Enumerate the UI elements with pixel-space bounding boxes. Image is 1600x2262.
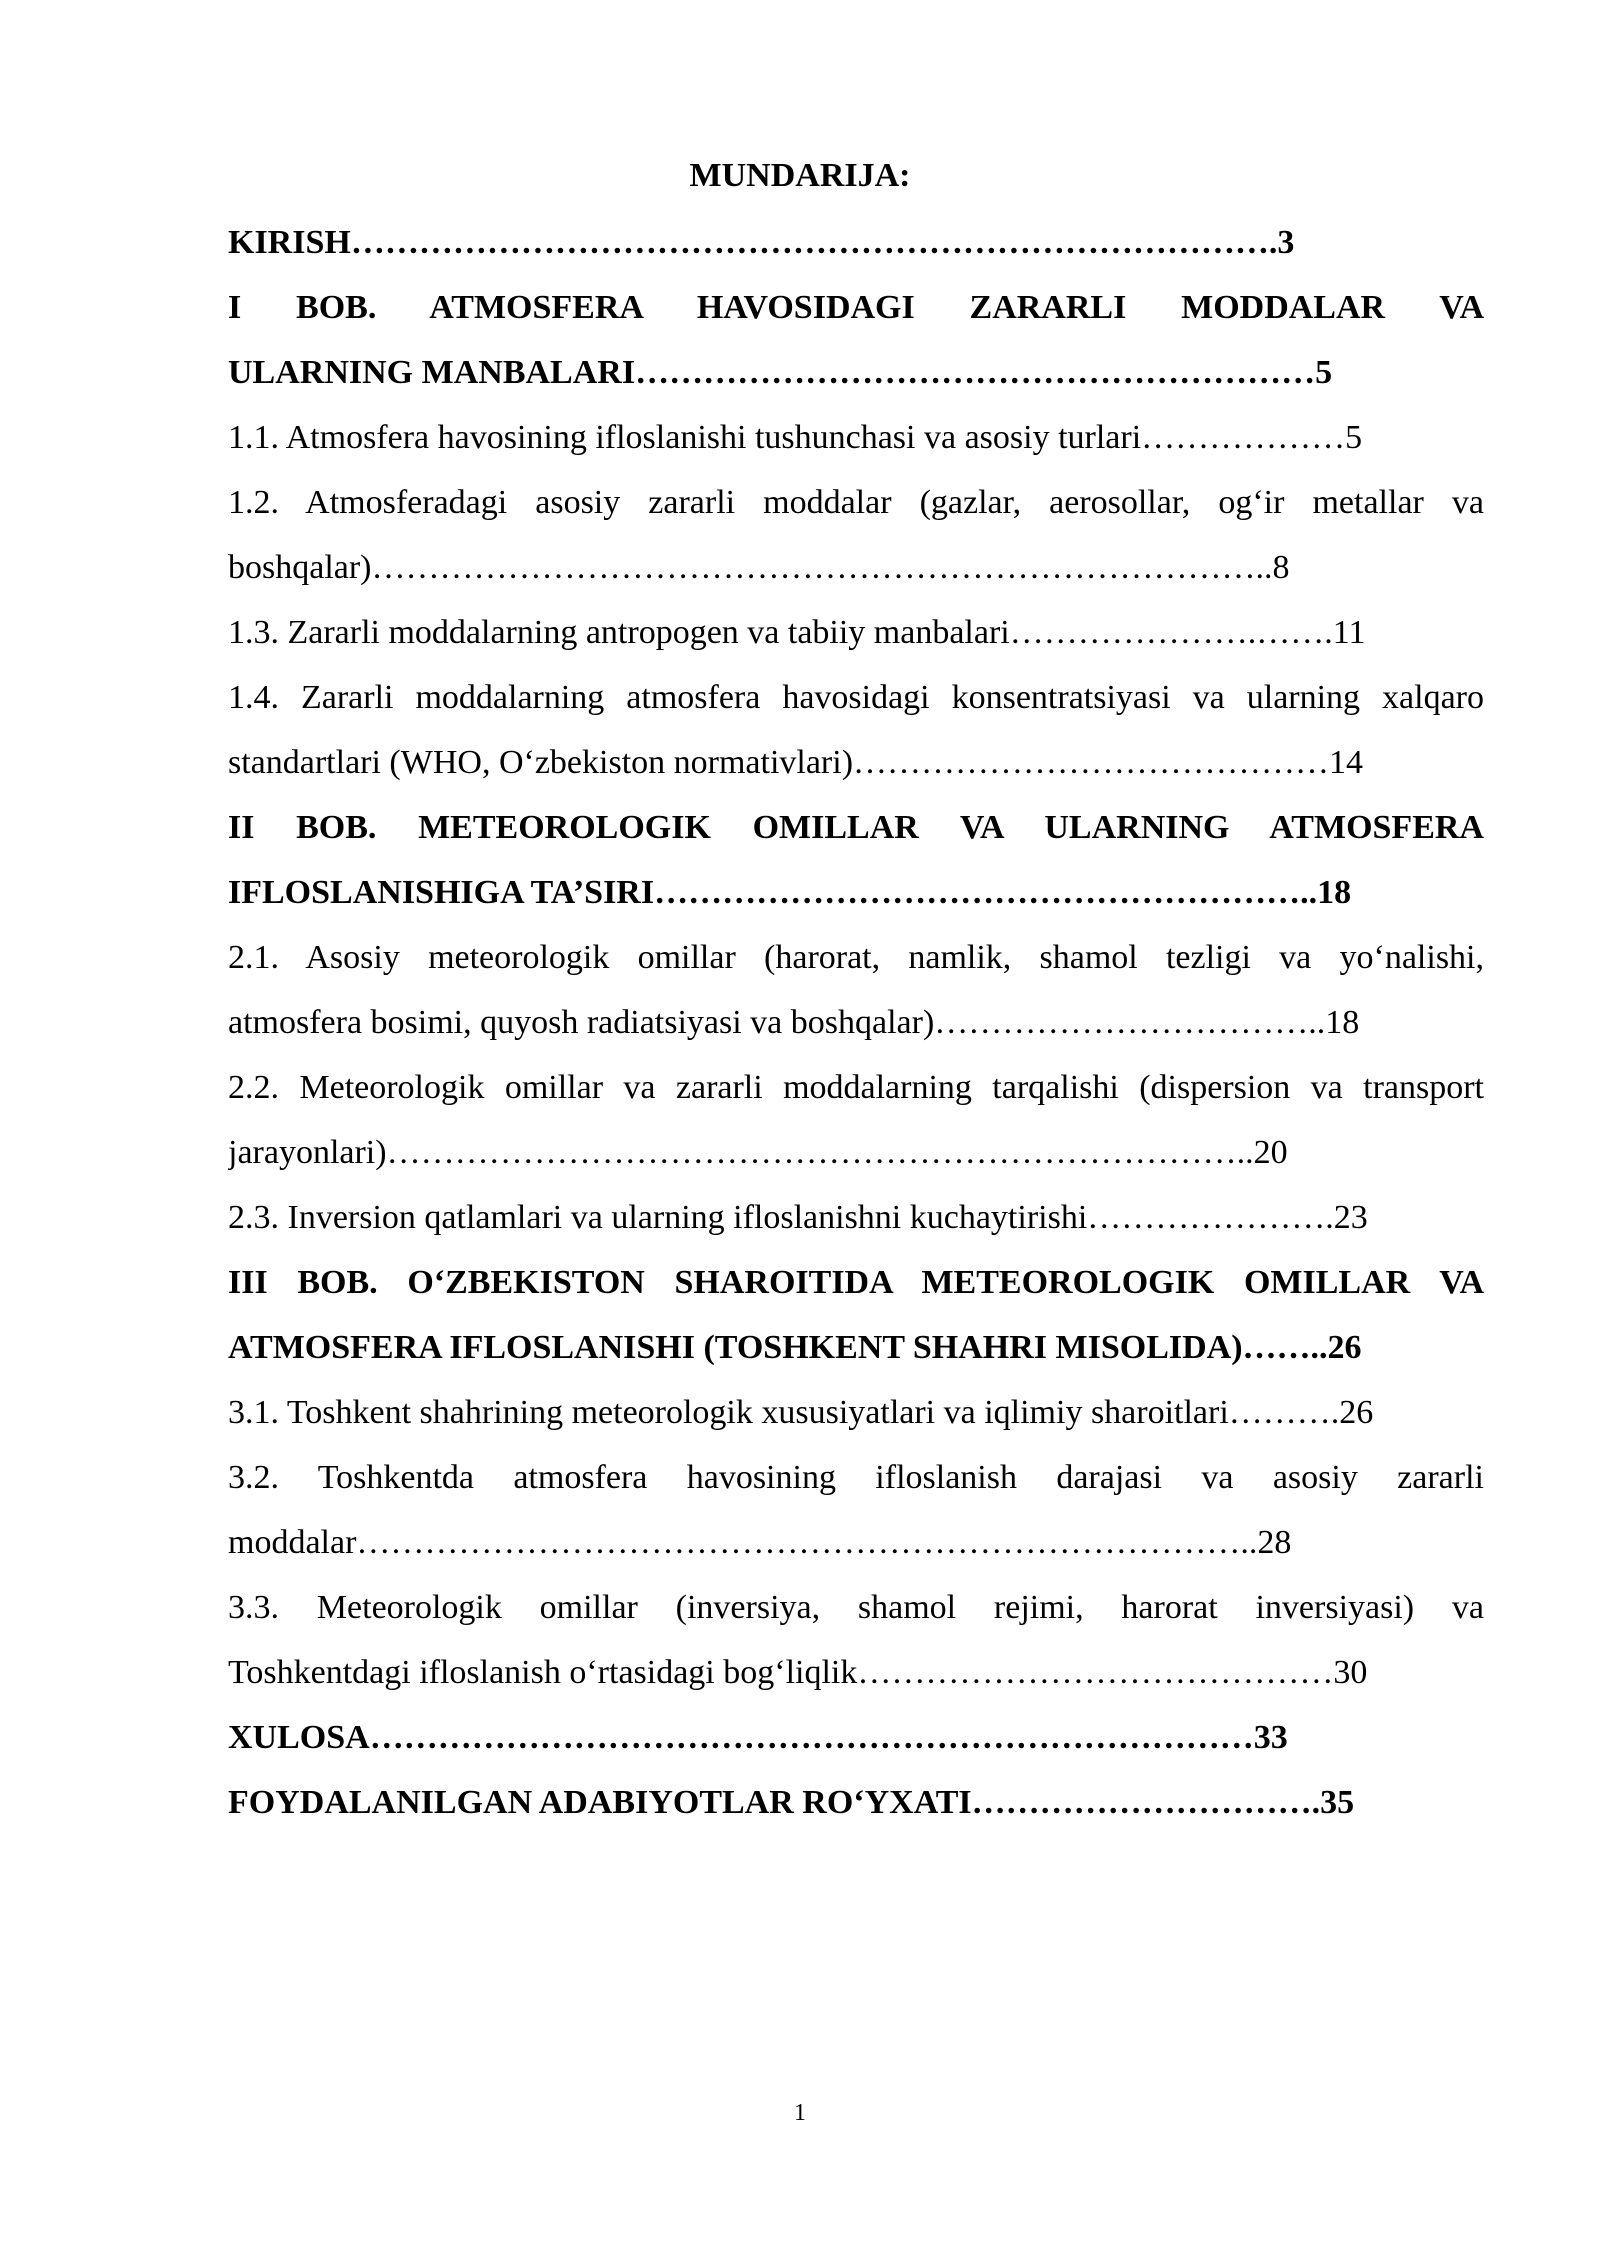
table-of-contents	[228, 210, 1484, 1835]
toc-chapter-2-heading: II BOB. METEOROLOGIK OMILLAR VA ULARNING ATMOSFERA	[228, 809, 1484, 846]
toc-entry-1-3: 1.3. Zararli moddalarning antropogen va tabiiy manbalari………………….…….11	[228, 614, 1366, 651]
page-title: MUNDARIJA:	[689, 157, 911, 194]
toc-entry-3-1: 3.1. Toshkent shahrining meteorologik xususiyatlari va iqlimiy sharoitlari……….26	[228, 1394, 1374, 1431]
toc-entry-1-4-cont: standartlari (WHO, O‘zbekiston normativlari)……………………………………14	[228, 744, 1364, 781]
toc-entry-references: FOYDALANILGAN ADABIYOTLAR RO‘YXATI………………………….35	[228, 1784, 1355, 1821]
toc-entry-3-2: 3.2. Toshkentda atmosfera havosining ifloslanish darajasi va asosiy zararli	[228, 1459, 1484, 1496]
toc-entry-2-2: 2.2. Meteorologik omillar va zararli moddalarning tarqalishi (dispersion va transport	[228, 1069, 1484, 1106]
toc-chapter-1-heading-cont: ULARNING MANBALARI……………………………………………………5	[228, 354, 1333, 391]
toc-entry-xulosa: XULOSA……………………………………………………………………33	[228, 1719, 1288, 1756]
toc-entry-2-2-cont: jarayonlari)…………………………………………………………………..20	[228, 1134, 1288, 1171]
toc-chapter-3-heading-cont: ATMOSFERA IFLOSLANISHI (TOSHKENT SHAHRI MISOLIDA)……..26	[228, 1329, 1362, 1366]
toc-entry-3-2-cont: moddalar……………………………………………………………………..28	[228, 1524, 1292, 1561]
toc-entry-2-3: 2.3. Inversion qatlamlari va ularning ifloslanishni kuchaytirishi………………….23	[228, 1199, 1368, 1236]
toc-entry-1-4: 1.4. Zararli moddalarning atmosfera havosidagi konsentratsiyasi va ularning xalqaro	[228, 679, 1484, 716]
toc-entry-1-2-cont: boshqalar)……………………………………………………………………..8	[228, 549, 1290, 586]
toc-entry-kirish: KIRISH……………………………………………………………………….3	[228, 224, 1295, 261]
toc-entry-1-1: 1.1. Atmosfera havosining ifloslanishi tushunchasi va asosiy turlari………………5	[228, 419, 1363, 456]
toc-entry-2-1: 2.1. Asosiy meteorologik omillar (harorat, namlik, shamol tezligi va yo‘nalishi,	[228, 939, 1484, 976]
toc-entry-3-3-cont: Toshkentdagi ifloslanish o‘rtasidagi bog‘liqlik……………………………………30	[228, 1654, 1368, 1691]
toc-entry-2-1-cont: atmosfera bosimi, quyosh radiatsiyasi va boshqalar)……………………………..18	[228, 1004, 1360, 1041]
toc-entry-3-3: 3.3. Meteorologik omillar (inversiya, shamol rejimi, harorat inversiyasi) va	[228, 1589, 1484, 1626]
page-number: 1	[794, 2100, 806, 2126]
toc-chapter-1-heading: I BOB. ATMOSFERA HAVOSIDAGI ZARARLI MODDALAR VA	[228, 289, 1484, 326]
toc-entry-1-2: 1.2. Atmosferadagi asosiy zararli moddalar (gazlar, aerosollar, og‘ir metallar va	[228, 484, 1484, 521]
toc-chapter-2-heading-cont: IFLOSLANISHIGA TA’SIRI…………………………………………………..18	[228, 874, 1352, 911]
toc-chapter-3-heading: III BOB. O‘ZBEKISTON SHAROITIDA METEOROLOGIK OMILLAR VA	[228, 1264, 1484, 1301]
